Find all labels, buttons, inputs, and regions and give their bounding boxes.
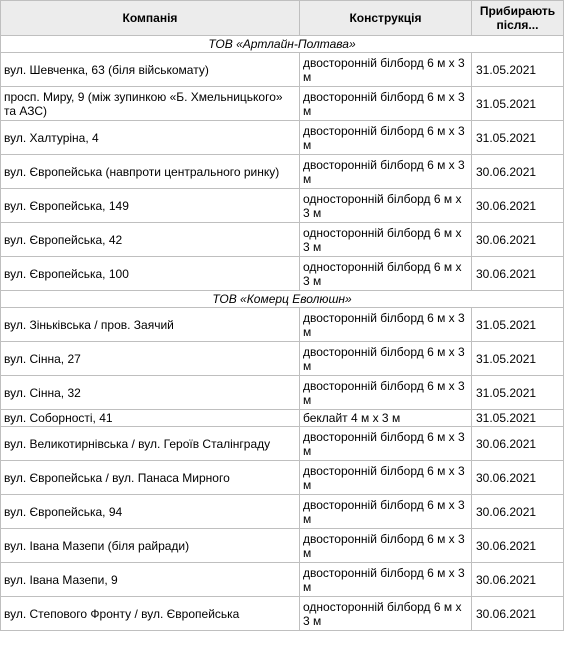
removal-date-cell: 30.06.2021 [472, 495, 564, 529]
company-group-row [1, 291, 564, 308]
table-row [1, 121, 564, 155]
table-row [1, 155, 564, 189]
address-cell: вул. Європейська, 42 [1, 223, 300, 257]
construction-cell: двосторонній білборд 6 м х 3 м [300, 461, 472, 495]
company-group-row [1, 36, 564, 53]
removal-date-cell: 31.05.2021 [472, 121, 564, 155]
table-row [1, 529, 564, 563]
address-cell: вул. Європейська (навпроти центрального ринку) [1, 155, 300, 189]
table-row [1, 87, 564, 121]
removal-date-cell: 30.06.2021 [472, 223, 564, 257]
construction-cell: двосторонній білборд 6 м х 3 м [300, 87, 472, 121]
address-cell: вул. Сінна, 27 [1, 342, 300, 376]
table-body [1, 36, 564, 631]
construction-cell: двосторонній білборд 6 м х 3 м [300, 342, 472, 376]
address-cell: вул. Великотирнівська / вул. Героїв Сталінграду [1, 427, 300, 461]
construction-cell: односторонній білборд 6 м х 3 м [300, 257, 472, 291]
construction-cell: односторонній білборд 6 м х 3 м [300, 223, 472, 257]
removal-date-cell: 31.05.2021 [472, 53, 564, 87]
address-cell: вул. Європейська, 149 [1, 189, 300, 223]
address-cell: вул. Івана Мазепи (біля райради) [1, 529, 300, 563]
construction-cell: двосторонній білборд 6 м х 3 м [300, 427, 472, 461]
address-cell: вул. Європейська, 94 [1, 495, 300, 529]
header-removal-date: Прибирають після... [472, 1, 564, 36]
construction-cell: двосторонній білборд 6 м х 3 м [300, 308, 472, 342]
address-cell: вул. Степового Фронту / вул. Європейська [1, 597, 300, 631]
construction-cell: беклайт 4 м х 3 м [300, 410, 472, 427]
company-name: ТОВ «Артлайн-Полтава» [1, 36, 564, 53]
construction-cell: двосторонній білборд 6 м х 3 м [300, 529, 472, 563]
address-cell: вул. Шевченка, 63 (біля військомату) [1, 53, 300, 87]
removal-date-cell: 30.06.2021 [472, 563, 564, 597]
table-row [1, 342, 564, 376]
construction-cell: двосторонній білборд 6 м х 3 м [300, 563, 472, 597]
table-row [1, 53, 564, 87]
company-name: ТОВ «Комерц Еволюшн» [1, 291, 564, 308]
table-row [1, 257, 564, 291]
address-cell: просп. Миру, 9 (між зупинкою «Б. Хмельницького» та АЗС) [1, 87, 300, 121]
removal-date-cell: 31.05.2021 [472, 87, 564, 121]
table-row [1, 308, 564, 342]
removal-date-cell: 30.06.2021 [472, 461, 564, 495]
table-row [1, 597, 564, 631]
address-cell: вул. Соборності, 41 [1, 410, 300, 427]
table-row [1, 495, 564, 529]
address-cell: вул. Європейська, 100 [1, 257, 300, 291]
header-row [1, 1, 564, 36]
removal-date-cell: 30.06.2021 [472, 189, 564, 223]
table-row [1, 189, 564, 223]
table-row [1, 427, 564, 461]
address-cell: вул. Європейська / вул. Панаса Мирного [1, 461, 300, 495]
removal-date-cell: 30.06.2021 [472, 529, 564, 563]
address-cell: вул. Зіньківська / пров. Заячий [1, 308, 300, 342]
removal-date-cell: 30.06.2021 [472, 155, 564, 189]
construction-cell: односторонній білборд 6 м х 3 м [300, 189, 472, 223]
construction-cell: двосторонній білборд 6 м х 3 м [300, 121, 472, 155]
table-row [1, 410, 564, 427]
address-cell: вул. Халтуріна, 4 [1, 121, 300, 155]
removal-date-cell: 30.06.2021 [472, 427, 564, 461]
table-row [1, 563, 564, 597]
header-construction: Конструкція [300, 1, 472, 36]
removal-date-cell: 31.05.2021 [472, 308, 564, 342]
header-company: Компанія [1, 1, 300, 36]
removal-date-cell: 31.05.2021 [472, 376, 564, 410]
construction-cell: двосторонній білборд 6 м х 3 м [300, 495, 472, 529]
construction-cell: односторонній білборд 6 м х 3 м [300, 597, 472, 631]
table-row [1, 376, 564, 410]
removal-date-cell: 31.05.2021 [472, 410, 564, 427]
table-row [1, 223, 564, 257]
construction-cell: двосторонній білборд 6 м х 3 м [300, 53, 472, 87]
construction-cell: двосторонній білборд 6 м х 3 м [300, 376, 472, 410]
removal-date-cell: 30.06.2021 [472, 597, 564, 631]
table-row [1, 461, 564, 495]
removal-date-cell: 30.06.2021 [472, 257, 564, 291]
address-cell: вул. Сінна, 32 [1, 376, 300, 410]
address-cell: вул. Івана Мазепи, 9 [1, 563, 300, 597]
removal-date-cell: 31.05.2021 [472, 342, 564, 376]
construction-cell: двосторонній білборд 6 м х 3 м [300, 155, 472, 189]
